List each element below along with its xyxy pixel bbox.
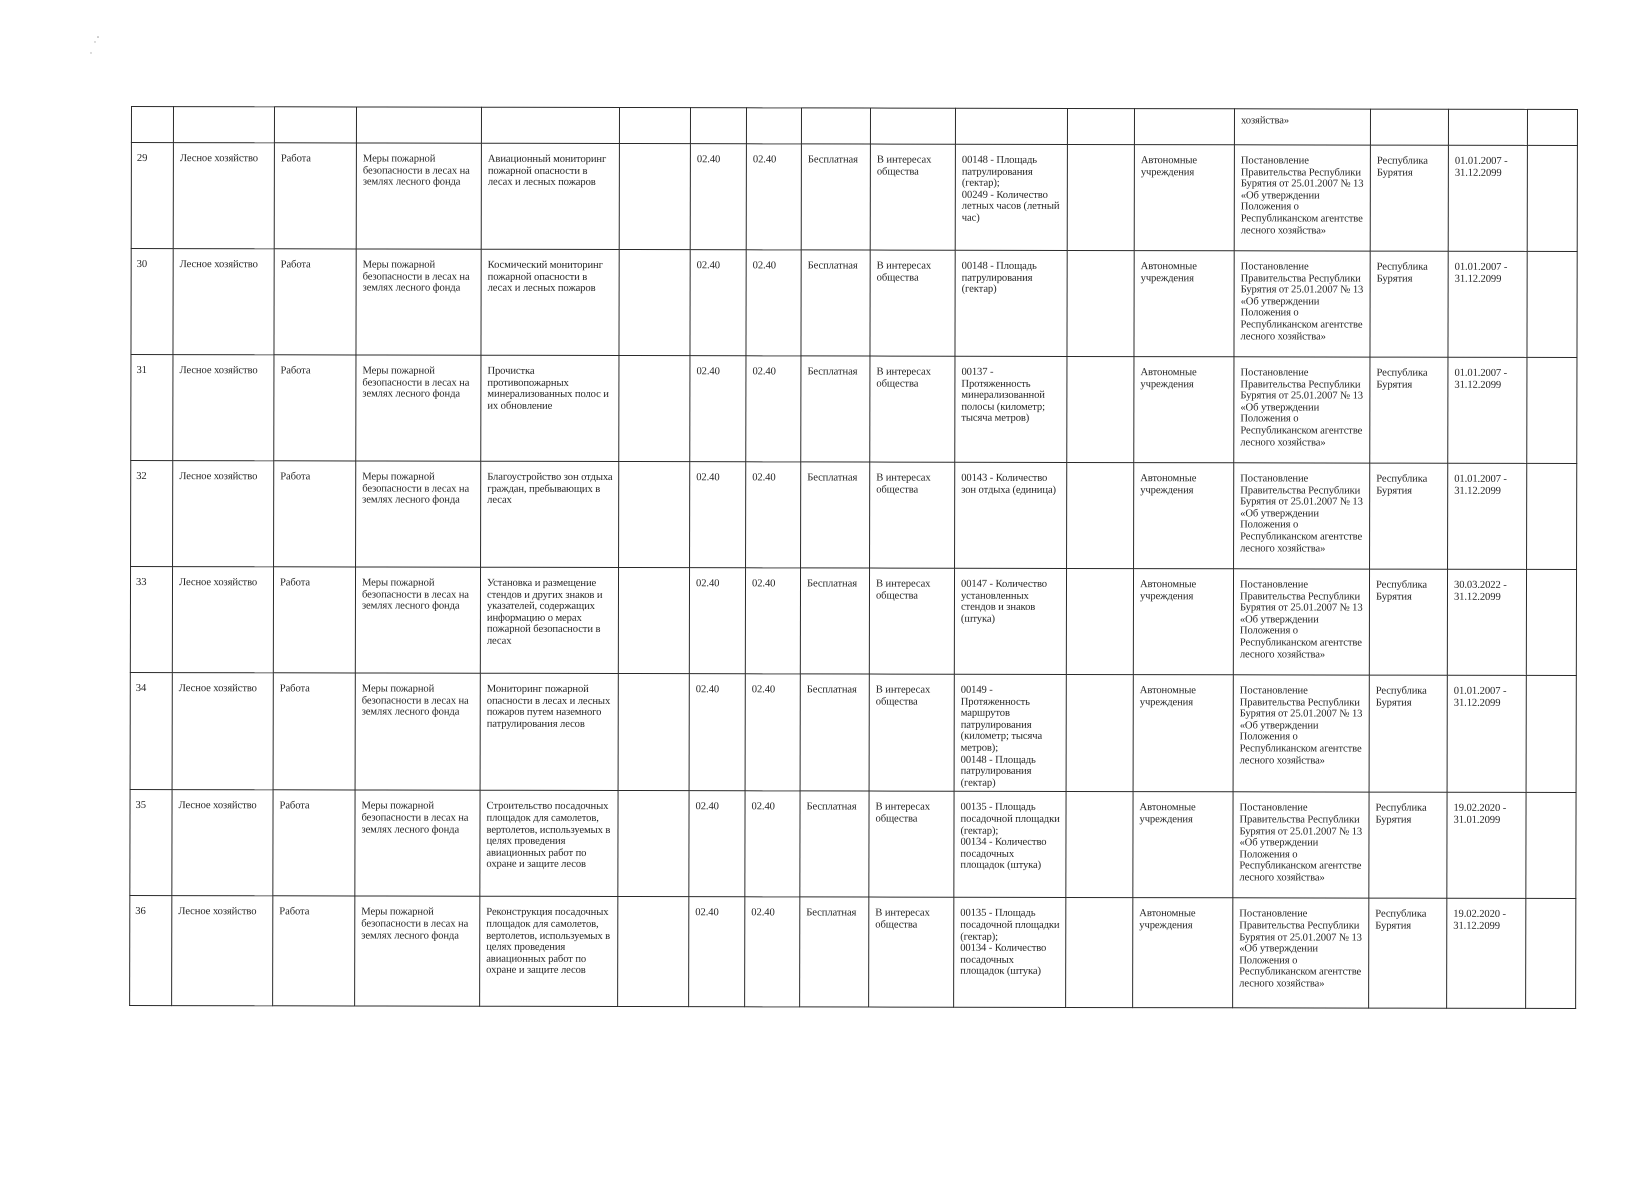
cell-blank	[1066, 898, 1133, 1008]
cell-period: 01.01.2007 - 31.12.2099	[1448, 145, 1527, 251]
cell-region: Республика Бурятия	[1370, 251, 1448, 357]
cell-institution: Автономные учреждения	[1133, 675, 1233, 793]
cell-payment: Бесплатная	[800, 897, 869, 1007]
cell-code-a: 02.40	[690, 144, 746, 250]
cell-sector: Лесное хозяйство	[172, 896, 273, 1006]
table-row	[131, 143, 1577, 252]
cell-blank	[1066, 674, 1133, 791]
registry-table	[129, 106, 1578, 1009]
cell-type: Работа	[274, 461, 356, 567]
cell-sector: Лесное хозяйство	[172, 790, 273, 896]
cell-activity: Меры пожарной безопасности в лесах на землях лесного фонда	[355, 790, 480, 896]
cell-blank	[356, 107, 481, 143]
cell-legal-act: Постановление Правительства Республики Бурятия от 25.01.2007 № 13 «Об утверждении Положения о Республиканском агентстве лесного хозяйства»	[1233, 898, 1369, 1008]
table-row	[130, 896, 1576, 1009]
cell-indicators: 00149 - Протяженность маршрутов патрулирования (километр; тысяча метров); 00148 - Площадь патрулирования (гектар)	[954, 674, 1066, 792]
cell-blank	[131, 107, 173, 143]
cell-interest: В интересах общества	[869, 568, 954, 674]
cell-type: Работа	[273, 790, 355, 896]
cell-institution: Автономные учреждения	[1133, 569, 1233, 675]
scan-speck-marks	[88, 32, 108, 62]
cell-blank	[690, 108, 746, 144]
cell-row-number: 32	[131, 461, 173, 567]
cell-work-name: Установка и размещение стендов и других знаков и указателей, содержащих информацию о мерах пожарной безопасности в лесах	[480, 567, 618, 673]
cell-payment: Бесплатная	[801, 356, 870, 462]
cell-activity: Меры пожарной безопасности в лесах на землях лесного фонда	[355, 567, 480, 673]
cell-legal-act: Постановление Правительства Республики Бурятия от 25.01.2007 № 13 «Об утверждении Положения о Республиканском агентстве лесного хозяйства»	[1234, 145, 1370, 251]
cell-interest: В интересах общества	[869, 791, 954, 897]
cell-row-number: 31	[131, 355, 173, 461]
table-row	[130, 672, 1576, 792]
cell-region: Республика Бурятия	[1370, 145, 1448, 251]
cell-blank	[1066, 568, 1133, 674]
cell-legal-act: хозяйства»	[1234, 109, 1370, 145]
cell-type: Работа	[273, 896, 355, 1006]
cell-code-b: 02.40	[745, 674, 800, 791]
cell-blank	[1066, 792, 1133, 898]
cell-blank	[618, 791, 689, 897]
cell-sector: Лесное хозяйство	[173, 143, 274, 249]
cell-interest: В интересах общества	[870, 144, 955, 250]
cell-blank	[1067, 462, 1134, 568]
cell-interest: В интересах общества	[870, 462, 955, 568]
cell-period: 19.02.2020 - 31.12.2099	[1447, 899, 1526, 1009]
cell-row-number: 33	[130, 567, 172, 673]
cell-blank	[1067, 250, 1134, 356]
cell-period: 01.01.2007 - 31.12.2099	[1448, 251, 1527, 357]
cell-payment: Бесплатная	[800, 791, 869, 897]
cell-interest: В интересах общества	[869, 897, 954, 1007]
continuation-row	[131, 107, 1577, 146]
cell-indicators: 00148 - Площадь патрулирования (гектар)	[955, 250, 1067, 356]
cell-work-name: Реконструкция посадочных площадок для самолетов, вертолетов, используемых в целях проведения авиационных работ по охране и защите лесов	[480, 897, 618, 1007]
cell-payment: Бесплатная	[800, 568, 869, 674]
cell-region: Республика Бурятия	[1369, 569, 1447, 675]
cell-row-number: 29	[131, 143, 173, 249]
cell-type: Работа	[274, 355, 356, 461]
cell-activity: Меры пожарной безопасности в лесах на землях лесного фонда	[355, 673, 480, 791]
cell-blank	[1527, 357, 1577, 463]
cell-work-name: Прочистка противопожарных минерализованных полос и их обновление	[481, 355, 619, 461]
cell-legal-act: Постановление Правительства Республики Бурятия от 25.01.2007 № 13 «Об утверждении Положения о Республиканском агентстве лесного хозяйства»	[1233, 569, 1369, 675]
cell-blank	[1526, 675, 1576, 792]
cell-region: Республика Бурятия	[1369, 898, 1447, 1008]
table-row	[131, 461, 1577, 570]
table-row	[130, 567, 1576, 676]
cell-sector: Лесное хозяйство	[173, 461, 274, 567]
cell-code-b: 02.40	[745, 897, 800, 1007]
cell-indicators: 00135 - Площадь посадочной площадки (гектар); 00134 - Количество посадочных площадок (штука)	[954, 898, 1066, 1008]
cell-blank	[1134, 109, 1234, 145]
cell-blank	[1526, 793, 1576, 899]
cell-activity: Меры пожарной безопасности в лесах на землях лесного фонда	[356, 355, 481, 461]
cell-institution: Автономные учреждения	[1134, 251, 1234, 357]
cell-type: Работа	[274, 143, 356, 249]
cell-code-a: 02.40	[690, 356, 746, 462]
cell-code-a: 02.40	[689, 791, 745, 897]
cell-code-b: 02.40	[746, 250, 801, 356]
cell-row-number: 34	[130, 672, 172, 789]
cell-interest: В интересах общества	[869, 674, 954, 792]
cell-work-name: Космический мониторинг пожарной опасности в лесах и лесных пожаров	[481, 249, 619, 355]
cell-blank	[1527, 109, 1577, 145]
cell-period: 01.01.2007 - 31.12.2099	[1448, 463, 1527, 569]
cell-indicators: 00135 - Площадь посадочной площадки (гектар); 00134 - Количество посадочных площадок (штука)	[954, 792, 1066, 898]
cell-institution: Автономные учреждения	[1134, 145, 1234, 251]
cell-activity: Меры пожарной безопасности в лесах на землях лесного фонда	[356, 249, 481, 355]
cell-code-b: 02.40	[746, 462, 801, 568]
cell-code-a: 02.40	[689, 568, 745, 674]
cell-sector: Лесное хозяйство	[173, 355, 274, 461]
cell-blank	[619, 144, 690, 250]
cell-blank	[618, 674, 689, 791]
table-row	[130, 790, 1576, 899]
cell-blank	[955, 108, 1067, 144]
cell-blank	[1448, 109, 1527, 145]
cell-blank	[274, 107, 356, 143]
cell-institution: Автономные учреждения	[1133, 792, 1233, 898]
cell-blank	[801, 108, 870, 144]
cell-type: Работа	[273, 673, 355, 791]
cell-work-name: Авиационный мониторинг пожарной опасности в лесах и лесных пожаров	[481, 143, 619, 249]
cell-blank	[1527, 145, 1577, 251]
cell-period: 01.01.2007 - 31.12.2099	[1448, 357, 1527, 463]
cell-blank	[1370, 109, 1448, 145]
registry-table-body	[130, 107, 1578, 1009]
cell-blank	[618, 897, 689, 1007]
cell-blank	[1526, 569, 1576, 675]
cell-legal-act: Постановление Правительства Республики Бурятия от 25.01.2007 № 13 «Об утверждении Положения о Республиканском агентстве лесного хозяйства»	[1234, 251, 1370, 357]
cell-activity: Меры пожарной безопасности в лесах на землях лесного фонда	[356, 461, 481, 567]
cell-code-a: 02.40	[689, 897, 745, 1007]
cell-blank	[619, 108, 690, 144]
cell-indicators: 00148 - Площадь патрулирования (гектар); 00249 - Количество летных часов (летный час)	[955, 144, 1067, 250]
cell-type: Работа	[274, 249, 356, 355]
cell-blank	[1526, 899, 1576, 1009]
cell-region: Республика Бурятия	[1369, 792, 1447, 898]
cell-code-a: 02.40	[689, 674, 745, 791]
cell-blank	[618, 568, 689, 674]
cell-blank	[619, 356, 690, 462]
cell-blank	[1067, 356, 1134, 462]
cell-blank	[1067, 108, 1134, 144]
cell-institution: Автономные учреждения	[1134, 357, 1234, 463]
cell-code-b: 02.40	[745, 568, 800, 674]
cell-blank	[619, 462, 690, 568]
cell-work-name: Мониторинг пожарной опасности в лесах и лесных пожаров путем наземного патрулирования лесов	[480, 673, 618, 791]
cell-institution: Автономные учреждения	[1134, 463, 1234, 569]
cell-code-b: 02.40	[746, 144, 801, 250]
cell-payment: Бесплатная	[800, 674, 869, 791]
cell-legal-act: Постановление Правительства Республики Бурятия от 25.01.2007 № 13 «Об утверждении Положения о Республиканском агентстве лесного хозяйства»	[1234, 357, 1370, 463]
cell-type: Работа	[273, 567, 355, 673]
cell-legal-act: Постановление Правительства Республики Бурятия от 25.01.2007 № 13 «Об утверждении Положения о Республиканском агентстве лесного хозяйства»	[1233, 675, 1369, 793]
cell-sector: Лесное хозяйство	[173, 249, 274, 355]
cell-blank	[1067, 144, 1134, 250]
cell-sector: Лесное хозяйство	[172, 567, 273, 673]
cell-row-number: 35	[130, 790, 172, 896]
cell-interest: В интересах общества	[870, 250, 955, 356]
cell-code-a: 02.40	[690, 250, 746, 356]
cell-payment: Бесплатная	[801, 250, 870, 356]
cell-indicators: 00143 - Количество зон отдыха (единица)	[955, 462, 1067, 568]
cell-code-b: 02.40	[746, 356, 801, 462]
cell-code-a: 02.40	[690, 462, 746, 568]
cell-work-name: Благоустройство зон отдыха граждан, пребывающих в лесах	[481, 461, 619, 567]
cell-blank	[870, 108, 955, 144]
cell-region: Республика Бурятия	[1370, 357, 1448, 463]
cell-activity: Меры пожарной безопасности в лесах на землях лесного фонда	[355, 896, 480, 1006]
cell-activity: Меры пожарной безопасности в лесах на землях лесного фонда	[356, 143, 481, 249]
cell-interest: В интересах общества	[870, 356, 955, 462]
cell-blank	[1527, 463, 1577, 569]
cell-indicators: 00147 - Количество установленных стендов и знаков (штука)	[954, 568, 1066, 674]
cell-period: 19.02.2020 - 31.01.2099	[1447, 793, 1526, 899]
cell-row-number: 36	[130, 896, 172, 1006]
cell-legal-act: Постановление Правительства Республики Бурятия от 25.01.2007 № 13 «Об утверждении Положения о Республиканском агентстве лесного хозяйства»	[1234, 463, 1370, 569]
cell-sector: Лесное хозяйство	[172, 673, 273, 791]
cell-blank	[173, 107, 274, 143]
cell-work-name: Строительство посадочных площадок для самолетов, вертолетов, используемых в целях проведения авиационных работ по охране и защите лесов	[480, 791, 618, 897]
cell-region: Республика Бурятия	[1370, 463, 1448, 569]
cell-legal-act: Постановление Правительства Республики Бурятия от 25.01.2007 № 13 «Об утверждении Положения о Республиканском агентстве лесного хозяйства»	[1233, 792, 1369, 898]
cell-institution: Автономные учреждения	[1133, 898, 1233, 1008]
cell-blank	[1527, 251, 1577, 357]
cell-period: 01.01.2007 - 31.12.2099	[1447, 675, 1526, 793]
cell-region: Республика Бурятия	[1369, 675, 1447, 793]
table-row	[131, 249, 1577, 358]
table-row	[131, 355, 1577, 464]
cell-period: 30.03.2022 - 31.12.2099	[1447, 569, 1526, 675]
cell-blank	[481, 107, 619, 143]
cell-blank	[619, 250, 690, 356]
cell-indicators: 00137 - Протяженность минерализованной полосы (километр; тысяча метров)	[955, 356, 1067, 462]
cell-code-b: 02.40	[745, 791, 800, 897]
cell-blank	[746, 108, 801, 144]
cell-payment: Бесплатная	[801, 462, 870, 568]
cell-row-number: 30	[131, 249, 173, 355]
cell-payment: Бесплатная	[801, 144, 870, 250]
